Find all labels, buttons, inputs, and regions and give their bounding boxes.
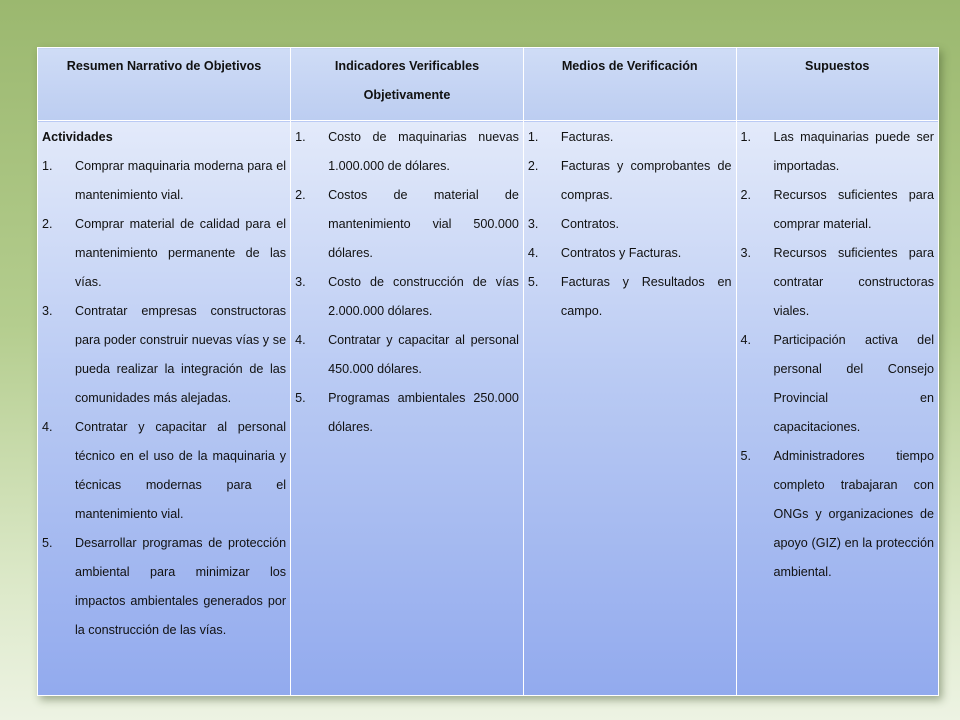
item-number: 5. bbox=[42, 536, 53, 550]
item-text: Recursos suficientes para contratar constructoras viales. bbox=[773, 246, 934, 318]
header-narrative-summary: Resumen Narrativo de Objetivos bbox=[38, 48, 291, 121]
indicators-list bbox=[295, 123, 519, 442]
list-item bbox=[528, 268, 732, 326]
item-text: Contratos. bbox=[560, 217, 620, 231]
list-item bbox=[295, 123, 519, 181]
item-number: 3. bbox=[42, 304, 53, 318]
list-item bbox=[42, 210, 286, 297]
list-item bbox=[295, 326, 519, 384]
narrative-summary-cell bbox=[38, 121, 291, 696]
list-item bbox=[528, 239, 732, 268]
item-text: Contratar y capacitar al personal técnico en el uso de la maquinaria y técnicas modernas para el mantenimiento vial. bbox=[75, 420, 287, 521]
activities-list bbox=[42, 152, 286, 645]
item-text: Facturas y comprobantes de compras. bbox=[560, 159, 732, 202]
item-text: Costos de material de mantenimiento vial 500.000 dólares. bbox=[328, 188, 519, 260]
item-text: Desarrollar programas de protección ambiental para minimizar los impactos ambientales generados por la construcción de las vías. bbox=[75, 536, 287, 637]
list-item bbox=[741, 326, 935, 442]
item-text: Contratos y Facturas. bbox=[560, 246, 682, 260]
item-text: Comprar material de calidad para el mantenimiento permanente de las vías. bbox=[75, 217, 287, 289]
item-number: 4. bbox=[42, 420, 53, 434]
header-verifiable-indicators: Indicadores Verificables Objetivamente bbox=[291, 48, 524, 121]
item-text: Recursos suficientes para comprar material. bbox=[773, 188, 934, 231]
list-item bbox=[295, 268, 519, 326]
item-number: 1. bbox=[527, 130, 539, 144]
item-text: Facturas. bbox=[560, 130, 614, 144]
item-number: 1. bbox=[740, 130, 752, 144]
list-item bbox=[741, 181, 935, 239]
verification-list bbox=[528, 123, 732, 326]
item-text: Costo de maquinarias nuevas 1.000.000 de dólares. bbox=[328, 130, 519, 173]
verifiable-indicators-cell bbox=[291, 121, 524, 696]
item-text: Contratar y capacitar al personal 450.000 dólares. bbox=[328, 333, 519, 376]
item-number: 2. bbox=[740, 188, 752, 202]
item-number: 3. bbox=[295, 275, 306, 289]
list-item bbox=[528, 210, 732, 239]
item-number: 3. bbox=[740, 246, 752, 260]
item-text: Contratar empresas constructoras para poder construir nuevas vías y se pueda realizar la integración de las comunidades más alejadas. bbox=[75, 304, 287, 405]
list-item bbox=[42, 529, 286, 645]
item-number: 4. bbox=[295, 333, 306, 347]
item-number: 5. bbox=[740, 449, 752, 463]
item-number: 1. bbox=[295, 130, 306, 144]
list-item bbox=[741, 123, 935, 181]
list-item bbox=[295, 181, 519, 268]
list-item bbox=[42, 152, 286, 210]
item-number: 5. bbox=[295, 391, 306, 405]
item-text: Comprar maquinaria moderna para el mantenimiento vial. bbox=[75, 159, 287, 202]
item-text: Costo de construcción de vías 2.000.000 dólares. bbox=[328, 275, 519, 318]
item-number: 2. bbox=[42, 217, 53, 231]
list-item bbox=[528, 123, 732, 152]
list-item bbox=[528, 152, 732, 210]
item-text: Participación activa del personal del Consejo Provincial en capacitaciones. bbox=[773, 333, 934, 434]
item-number: 4. bbox=[740, 333, 752, 347]
item-text: Las maquinarias puede ser importadas. bbox=[773, 130, 934, 173]
item-number: 2. bbox=[295, 188, 306, 202]
item-text: Facturas y Resultados en campo. bbox=[560, 275, 732, 318]
list-item bbox=[295, 384, 519, 442]
item-number: 4. bbox=[527, 246, 539, 260]
logical-framework-table-wrapper bbox=[37, 47, 939, 696]
list-item bbox=[741, 239, 935, 326]
list-item bbox=[741, 442, 935, 587]
activities-heading: Actividades bbox=[42, 130, 113, 144]
activities-row bbox=[38, 121, 939, 696]
header-means-of-verification: Medios de Verificación bbox=[523, 48, 736, 121]
item-number: 2. bbox=[527, 159, 539, 173]
item-number: 3. bbox=[527, 217, 539, 231]
header-row bbox=[38, 48, 939, 121]
list-item bbox=[42, 297, 286, 413]
item-number: 1. bbox=[42, 159, 53, 173]
item-number: 5. bbox=[527, 275, 539, 289]
logical-framework-table bbox=[37, 47, 939, 696]
item-text: Programas ambientales 250.000 dólares. bbox=[328, 391, 519, 434]
assumptions-cell bbox=[736, 121, 939, 696]
header-assumptions: Supuestos bbox=[736, 48, 939, 121]
item-text: Administradores tiempo completo trabajaran con ONGs y organizaciones de apoyo (GIZ) en la protección ambiental. bbox=[773, 449, 934, 579]
means-of-verification-cell bbox=[523, 121, 736, 696]
list-item bbox=[42, 413, 286, 529]
assumptions-list bbox=[741, 123, 935, 587]
